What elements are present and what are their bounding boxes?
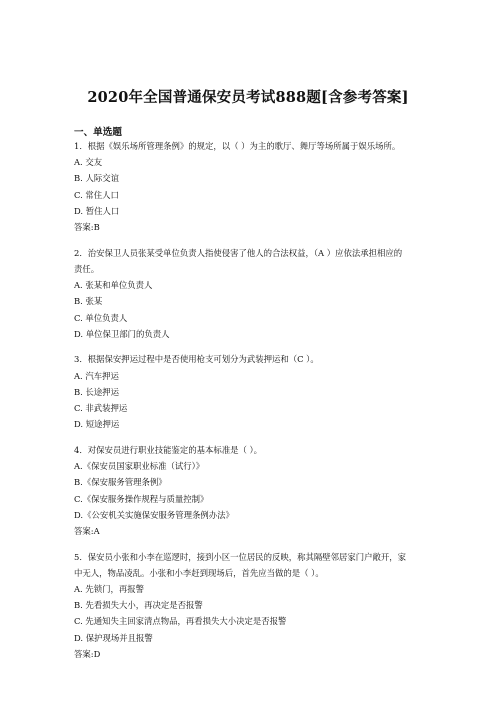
section-heading: 一、单选题: [74, 127, 122, 138]
question-stem: 5．保安员小张和小李在巡逻时，接到小区一位居民的反映，称其隔壁邻居家门户敞开，家: [74, 551, 406, 562]
option-b: B.《保安服务管理条例》: [74, 477, 167, 488]
option-d: D. 暂住人口: [74, 205, 120, 216]
option-d: D. 保护现场并且报警: [74, 632, 153, 643]
option-a: A. 张某和单位负责人: [74, 280, 153, 291]
option-a: A. 交友: [74, 157, 103, 168]
option-c: C. 先通知失主回家清点物品，再看损失大小决定是否报警: [74, 616, 287, 627]
option-c: C. 非武装押运: [74, 403, 128, 414]
option-d: D. 单位保卫部门的负责人: [74, 328, 170, 339]
question-5: [74, 549, 428, 662]
option-c: C. 单位负责人: [74, 312, 128, 323]
answer-text: 答案:A: [74, 525, 100, 536]
question-list: [74, 138, 428, 672]
option-b: B. 先看损失大小，再决定是否报警: [74, 600, 203, 611]
question-4: [74, 442, 428, 539]
question-stem-continued: 中无人，物品凌乱。小张和小李赶到现场后，首先应当做的是（ ）。: [74, 567, 324, 578]
option-a: A. 汽车押运: [74, 370, 119, 381]
question-stem: 1．根据《娱乐场所管理条例》的规定，以（ ）为主的歌厅、舞厅等场所属于娱乐场所。: [74, 141, 401, 151]
question-stem: 4．对保安员进行职业技能鉴定的基本标准是（ ）。: [74, 444, 263, 455]
option-b: B. 人际交谊: [74, 173, 119, 184]
answer-text: 答案:B: [74, 222, 100, 233]
question-stem-continued: 责任。: [74, 263, 100, 274]
document-title: 2020年全国普通保安员考试888题[含参考答案]: [87, 89, 409, 106]
option-d: D.《公安机关实施保安服务管理条例办法》: [74, 509, 234, 520]
question-1: [74, 138, 428, 235]
option-d: D. 短途押运: [74, 419, 120, 430]
question-stem: 2．治安保卫人员张某受单位负责人指使侵害了他人的合法权益，（A ）应依法承担相应的: [74, 247, 403, 258]
question-3: [74, 351, 428, 432]
option-a: A.《保安员国家职业标准（试行）》: [74, 461, 205, 472]
answer-text: 答案:D: [74, 648, 101, 659]
option-a: A. 先锁门，再报警: [74, 584, 144, 595]
option-b: B. 长途押运: [74, 386, 119, 397]
question-stem: 3．根据保安押运过程中是否使用枪支可划分为武装押运和（C ）。: [74, 354, 319, 365]
option-c: C.《保安服务操作规程与质量控制》: [74, 493, 209, 504]
question-2: [74, 245, 428, 342]
option-b: B. 张某: [74, 296, 103, 307]
option-c: C. 常住人口: [74, 189, 119, 200]
